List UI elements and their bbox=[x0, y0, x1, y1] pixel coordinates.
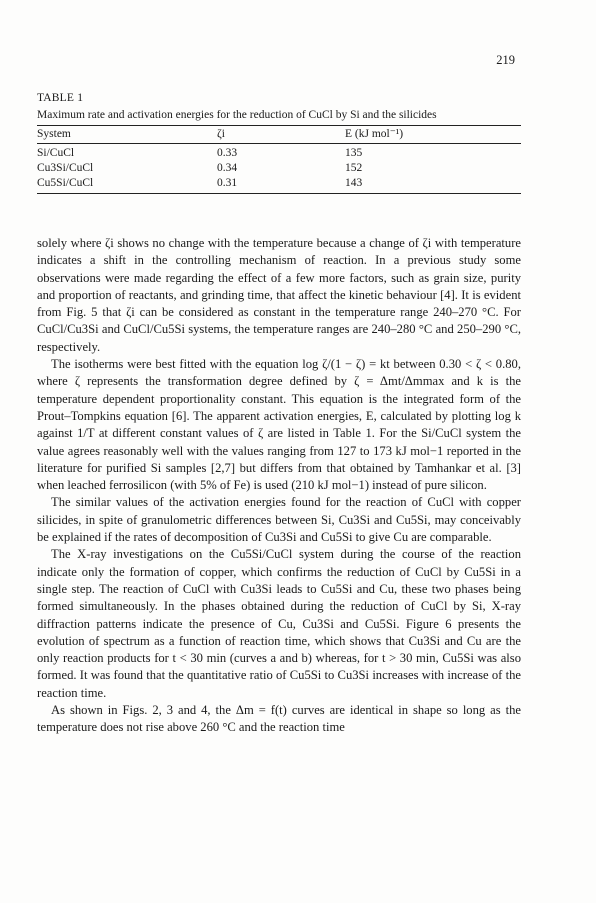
cell-energy: 143 bbox=[345, 177, 363, 189]
paragraph: The similar values of the activation energies found for the reaction of CuCl with copper silicides, in spite of granulometric differences between Si, Cu3Si and Cu5Si, may conceivably be explained if the rates of decomposition of Cu3Si and Cu5Si to give Cu are comparable. bbox=[37, 495, 521, 545]
cell-system: Cu3Si/CuCl bbox=[37, 162, 94, 174]
column-header-system: System bbox=[37, 128, 71, 140]
table-row bbox=[37, 161, 521, 176]
cell-zeta: 0.33 bbox=[217, 147, 238, 159]
paragraph: As shown in Figs. 2, 3 and 4, the Δm = f(t) curves are identical in shape so long as the temperature does not rise above 260 °C and the reaction time bbox=[37, 703, 521, 735]
table-row bbox=[37, 176, 521, 194]
table-label: TABLE 1 bbox=[37, 92, 84, 104]
paragraph: solely where ζi shows no change with the temperature because a change of ζi with temperature indicates a shift in the controlling mechanism of reaction. In a previous study some observations were made regarding the effect of a few more factors, such as grain size, purity and proportion of reactants, and grinding time, that affect the kinetic behaviour [4]. It is evident from Fig. 5 that ζi can be considered as constant in the temperature range 240–270 °C. For CuCl/Cu3Si and CuCl/Cu5Si systems, the temperature ranges are 240–280 °C and 250–290 °C, respectively. bbox=[37, 236, 521, 354]
table-caption: Maximum rate and activation energies for the reduction of CuCl by Si and the silicides bbox=[37, 109, 437, 121]
cell-energy: 135 bbox=[345, 147, 363, 159]
cell-energy: 152 bbox=[345, 162, 363, 174]
cell-zeta: 0.34 bbox=[217, 162, 238, 174]
table-header-row bbox=[37, 126, 521, 144]
data-table bbox=[37, 125, 521, 194]
page-number: 219 bbox=[496, 53, 515, 67]
column-header-energy: E (kJ mol⁻¹) bbox=[345, 128, 404, 140]
table-1 bbox=[37, 92, 521, 194]
cell-system: Cu5Si/CuCl bbox=[37, 177, 94, 189]
column-header-zeta: ζi bbox=[217, 128, 225, 140]
paragraph: The X-ray investigations on the Cu5Si/CuCl system during the course of the reaction indicate only the formation of copper, which confirms the reduction of CuCl by Cu5Si in a single step. The reaction of CuCl with Cu3Si leads to Cu5Si and Cu, these two phases being formed simultaneously. In the phases obtained during the reduction of CuCl by Si, X-ray diffraction patterns indicate the presence of Cu, Cu3Si and Cu5Si. Figure 6 presents the evolution of spectrum as a function of reaction time, which shows that Cu3Si and Cu are the only reaction products for t < 30 min (curves a and b) whereas, for t > 30 min, Cu5Si was also formed. It was found that the quantitative ratio of Cu5Si to Cu3Si increases with increase of the reaction time. bbox=[37, 547, 521, 700]
paragraph: The isotherms were best fitted with the equation log ζ/(1 − ζ) = kt between 0.30 < ζ < 0.80, where ζ represents the transformation degree defined by ζ = Δmt/Δmmax and k is the temperature dependent proportionality constant. This equation is the integrated form of the Prout–Tompkins equation [6]. The apparent activation energies, E, calculated by plotting log k against 1/T at different constant values of ζ are listed in Table 1. For the Si/CuCl system the value agrees reasonably well with the values ranging from 127 to 173 kJ mol−1 reported in the literature for purified Si samples [2,7] but differs from that obtained by Tamhankar et al. [3] when leached ferrosilicon (with 5% of Fe) is used (210 kJ mol−1) instead of pure silicon. bbox=[37, 357, 521, 493]
cell-zeta: 0.31 bbox=[217, 177, 238, 189]
table-row bbox=[37, 144, 521, 162]
cell-system: Si/CuCl bbox=[37, 147, 75, 159]
body-text bbox=[37, 235, 521, 737]
